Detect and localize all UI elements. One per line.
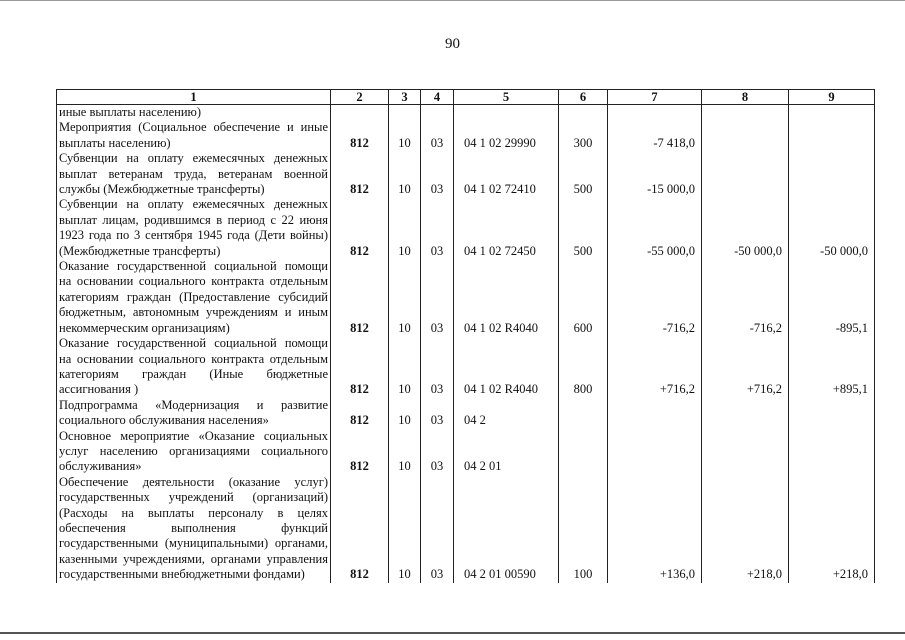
cell-ministry-code: 812 [331, 120, 389, 151]
cell-subsection: 03 [421, 475, 454, 583]
cell-ministry-code: 812 [331, 429, 389, 475]
cell-item-name: Оказание государственной социальной помощи на основании социального контракта отдельным категориям граждан (Иные бюджетные ассигнования ) [57, 336, 331, 398]
cell-amount-col9 [789, 429, 875, 475]
column-header-5: 5 [454, 90, 559, 105]
cell-amount-col9: +218,0 [789, 475, 875, 583]
cell-amount-col8: -716,2 [702, 259, 789, 336]
cell-ministry-code: 812 [331, 259, 389, 336]
cell-target-article: 04 1 02 R4040 [454, 336, 559, 398]
cell-subsection: 03 [421, 398, 454, 429]
cell-expense-type: 300 [559, 120, 608, 151]
cell-amount-col9 [789, 398, 875, 429]
scan-bottom-edge [0, 632, 905, 634]
scan-top-edge [0, 0, 905, 3]
table-row [57, 475, 875, 583]
cell-section: 10 [389, 336, 421, 398]
table-row [57, 429, 875, 475]
cell-ministry-code: 812 [331, 197, 389, 259]
cell-expense-type [559, 105, 608, 121]
table-body [57, 105, 875, 583]
cell-section: 10 [389, 398, 421, 429]
cell-item-name: Субвенции на оплату ежемесячных денежных выплат лицам, родившимся в период с 22 июня 1923 года по 3 сентября 1945 года (Дети войны) (Межбюджетные трансферты) [57, 197, 331, 259]
cell-amount-col8: -50 000,0 [702, 197, 789, 259]
cell-amount-col7: -15 000,0 [608, 151, 702, 197]
cell-item-name: Подпрограмма «Модернизация и развитие социального обслуживания населения» [57, 398, 331, 429]
cell-subsection: 03 [421, 151, 454, 197]
table-row [57, 398, 875, 429]
cell-item-name: иные выплаты населению) [57, 105, 331, 121]
cell-subsection [421, 105, 454, 121]
cell-amount-col7: -716,2 [608, 259, 702, 336]
cell-item-name: Обеспечение деятельности (оказание услуг) государственных учреждений (организаций) (Расходы на выплаты персоналу в целях обеспечения выполнения функций государственными (муниципальными) органами, казенными учреждениями, органами управления государственными внебюджетными фондами) [57, 475, 331, 583]
cell-subsection: 03 [421, 429, 454, 475]
table-row [57, 151, 875, 197]
cell-expense-type: 800 [559, 336, 608, 398]
cell-amount-col8 [702, 398, 789, 429]
cell-amount-col9 [789, 120, 875, 151]
cell-section: 10 [389, 475, 421, 583]
cell-section: 10 [389, 259, 421, 336]
cell-ministry-code [331, 105, 389, 121]
cell-amount-col9 [789, 105, 875, 121]
column-header-3: 3 [389, 90, 421, 105]
cell-amount-col7: +136,0 [608, 475, 702, 583]
cell-amount-col9 [789, 151, 875, 197]
table-row [57, 259, 875, 336]
cell-amount-col7: -55 000,0 [608, 197, 702, 259]
cell-amount-col7 [608, 398, 702, 429]
page-number: 90 [445, 36, 460, 52]
column-header-1: 1 [57, 90, 331, 105]
column-header-2: 2 [331, 90, 389, 105]
cell-section: 10 [389, 197, 421, 259]
cell-item-name: Мероприятия (Социальное обеспечение и иные выплаты населению) [57, 120, 331, 151]
cell-amount-col7: +716,2 [608, 336, 702, 398]
cell-amount-col9: -895,1 [789, 259, 875, 336]
cell-expense-type: 500 [559, 197, 608, 259]
cell-section: 10 [389, 120, 421, 151]
cell-ministry-code: 812 [331, 151, 389, 197]
column-header-4: 4 [421, 90, 454, 105]
cell-expense-type: 500 [559, 151, 608, 197]
table-row [57, 336, 875, 398]
cell-amount-col7: -7 418,0 [608, 120, 702, 151]
cell-target-article: 04 1 02 R4040 [454, 259, 559, 336]
cell-target-article: 04 1 02 29990 [454, 120, 559, 151]
cell-target-article [454, 105, 559, 121]
cell-expense-type: 600 [559, 259, 608, 336]
cell-amount-col9: +895,1 [789, 336, 875, 398]
column-header-6: 6 [559, 90, 608, 105]
column-header-9: 9 [789, 90, 875, 105]
cell-ministry-code: 812 [331, 398, 389, 429]
cell-target-article: 04 1 02 72450 [454, 197, 559, 259]
column-header-7: 7 [608, 90, 702, 105]
table-row [57, 197, 875, 259]
cell-subsection: 03 [421, 336, 454, 398]
cell-section: 10 [389, 429, 421, 475]
cell-section: 10 [389, 151, 421, 197]
cell-ministry-code: 812 [331, 336, 389, 398]
column-header-8: 8 [702, 90, 789, 105]
cell-target-article: 04 2 01 00590 [454, 475, 559, 583]
cell-amount-col9: -50 000,0 [789, 197, 875, 259]
cell-amount-col8: +218,0 [702, 475, 789, 583]
cell-target-article: 04 2 [454, 398, 559, 429]
cell-expense-type [559, 429, 608, 475]
cell-subsection: 03 [421, 259, 454, 336]
cell-subsection: 03 [421, 120, 454, 151]
cell-amount-col8 [702, 429, 789, 475]
cell-item-name: Оказание государственной социальной помощи на основании социального контракта отдельным категориям граждан (Предоставление субсидий бюджетным, автономным учреждениям и иным некоммерческим организациям) [57, 259, 331, 336]
cell-ministry-code: 812 [331, 475, 389, 583]
cell-section [389, 105, 421, 121]
budget-table [56, 89, 875, 583]
cell-target-article: 04 1 02 72410 [454, 151, 559, 197]
cell-amount-col8 [702, 120, 789, 151]
cell-expense-type [559, 398, 608, 429]
cell-amount-col8 [702, 105, 789, 121]
cell-amount-col8 [702, 151, 789, 197]
cell-amount-col7 [608, 429, 702, 475]
cell-amount-col8: +716,2 [702, 336, 789, 398]
cell-expense-type: 100 [559, 475, 608, 583]
table-row [57, 105, 875, 121]
table-header [57, 90, 875, 105]
cell-item-name: Основное мероприятие «Оказание социальных услуг населению организациями социального обслуживания» [57, 429, 331, 475]
table-row [57, 120, 875, 151]
cell-target-article: 04 2 01 [454, 429, 559, 475]
cell-item-name: Субвенции на оплату ежемесячных денежных выплат ветеранам труда, ветеранам военной службы (Межбюджетные трансферты) [57, 151, 331, 197]
cell-subsection: 03 [421, 197, 454, 259]
cell-amount-col7 [608, 105, 702, 121]
